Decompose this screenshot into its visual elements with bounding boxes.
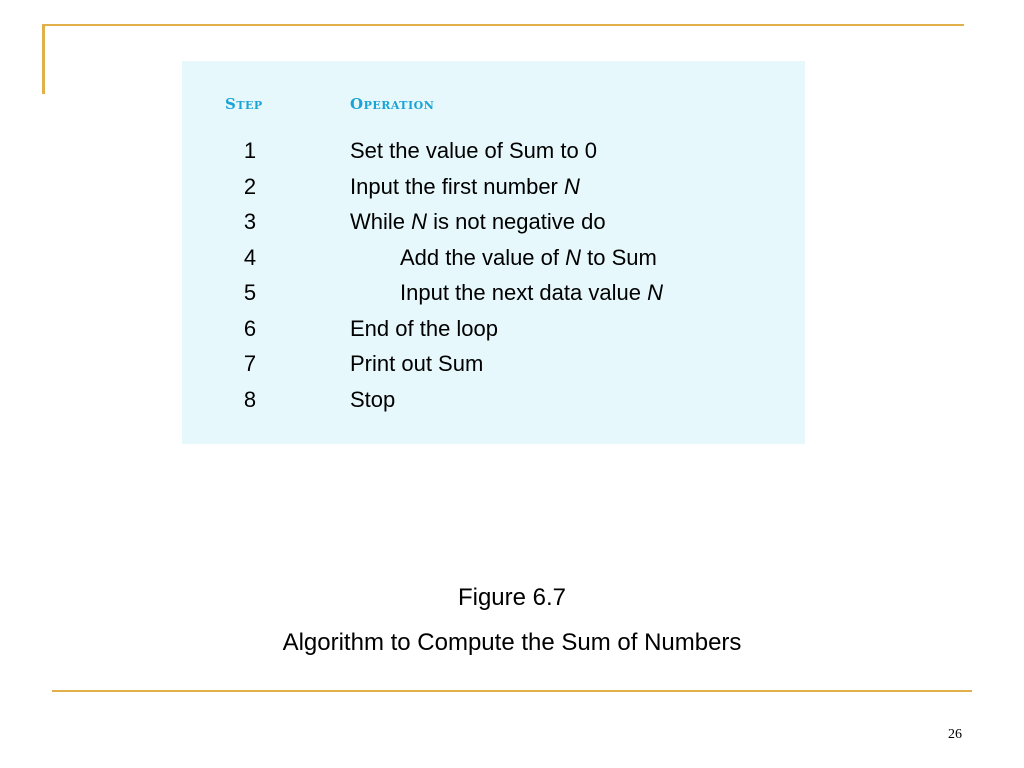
step-number: 1 xyxy=(243,138,257,163)
operation-text xyxy=(350,133,597,169)
operation-text-part: Input the first number xyxy=(350,173,564,199)
operation-variable: N xyxy=(564,173,580,199)
algorithm-row xyxy=(182,240,805,276)
operation-text-part: Set the value of Sum to 0 xyxy=(350,138,598,163)
operation-text xyxy=(400,275,663,311)
algorithm-table xyxy=(182,61,805,444)
operation-variable: N xyxy=(411,209,428,234)
step-number: 6 xyxy=(243,315,257,341)
figure-caption: Algorithm to Compute the Sum of Numbers xyxy=(282,629,742,656)
step-number: 7 xyxy=(243,351,257,376)
algorithm-row xyxy=(182,346,805,382)
operation-text-part: While xyxy=(350,209,412,234)
operation-text-part: Stop xyxy=(350,386,396,412)
operation-variable: N xyxy=(565,244,582,270)
operation-text xyxy=(350,311,498,347)
operation-variable: N xyxy=(647,280,663,305)
operation-text-part: Input the next data value xyxy=(400,280,648,305)
step-number: 8 xyxy=(243,386,257,412)
algorithm-rows xyxy=(182,133,805,417)
operation-text-part: is not negative do xyxy=(427,209,606,234)
step-number: 3 xyxy=(243,209,257,234)
operation-text-part: Print out Sum xyxy=(350,351,484,376)
operation-text xyxy=(350,382,395,418)
algorithm-row xyxy=(182,169,805,205)
operation-column-header: Operation xyxy=(350,95,435,113)
operation-text-part: End of the loop xyxy=(350,315,499,341)
step-number: 4 xyxy=(243,244,257,270)
operation-text xyxy=(400,240,657,276)
figure-number: Figure 6.7 xyxy=(457,584,567,611)
operation-text-part: Add the value of xyxy=(400,244,566,270)
algorithm-row xyxy=(182,204,805,240)
step-number: 2 xyxy=(243,173,257,199)
algorithm-row xyxy=(182,382,805,418)
left-border-line xyxy=(42,24,45,94)
operation-text xyxy=(350,346,483,382)
operation-text xyxy=(350,204,606,240)
step-column-header: Step xyxy=(225,95,263,113)
step-number: 5 xyxy=(243,280,257,305)
operation-text xyxy=(350,169,580,205)
top-border-line xyxy=(42,24,964,26)
algorithm-row xyxy=(182,311,805,347)
page-number: 26 xyxy=(948,727,962,742)
bottom-border-line xyxy=(52,690,972,692)
operation-text-part: to Sum xyxy=(581,244,657,270)
algorithm-row xyxy=(182,133,805,169)
algorithm-row xyxy=(182,275,805,311)
